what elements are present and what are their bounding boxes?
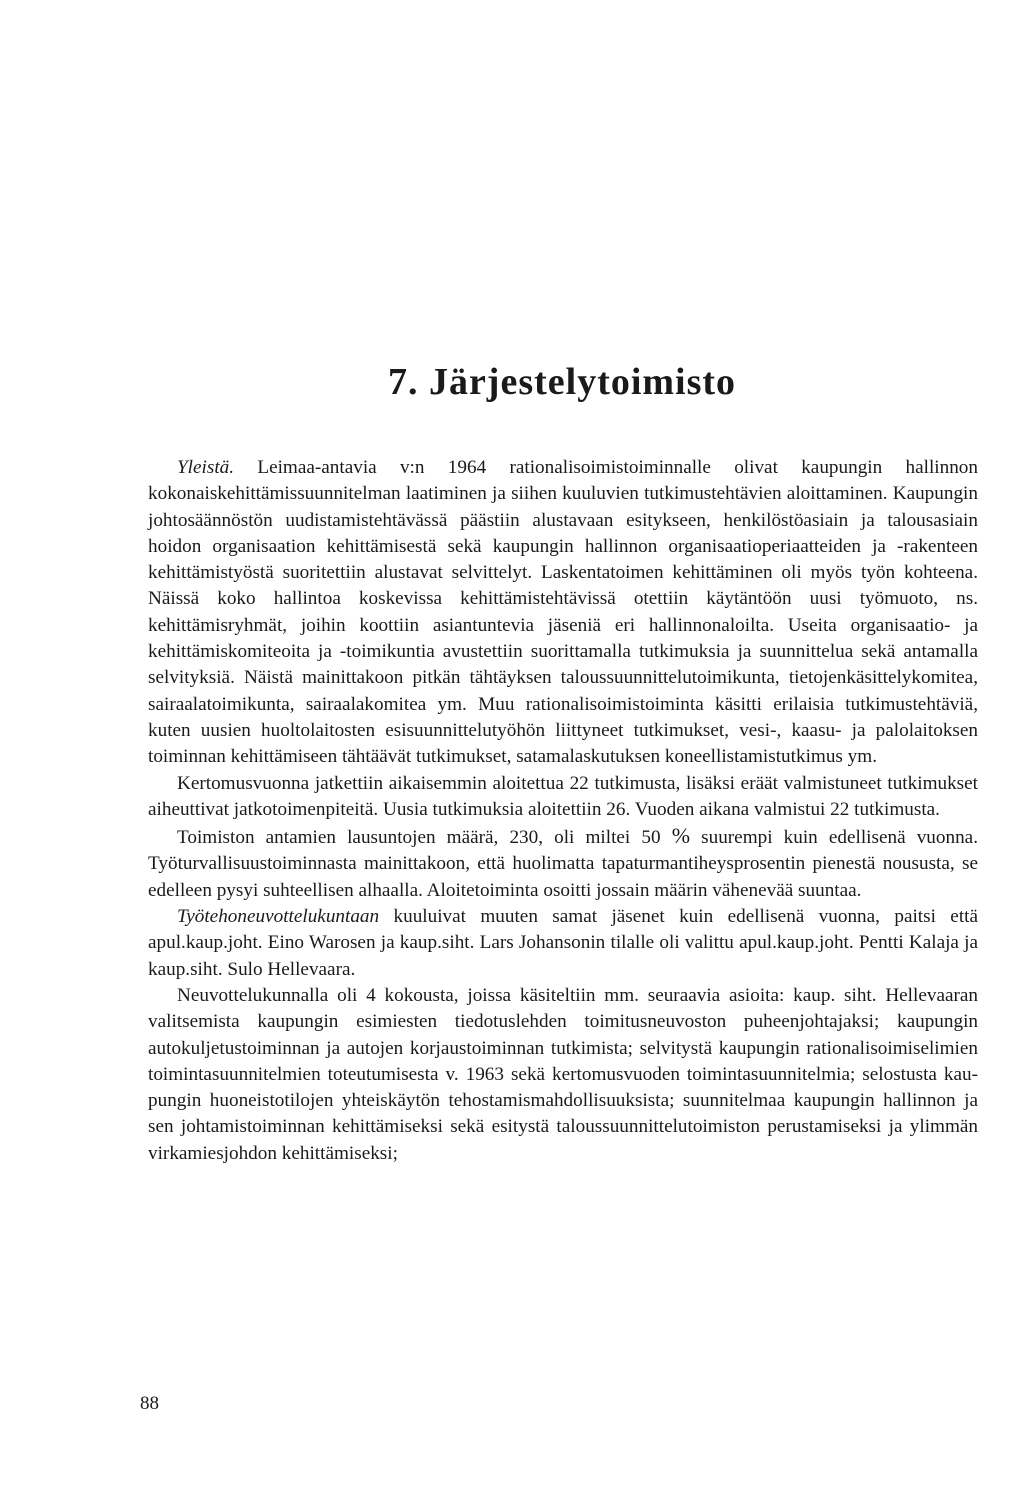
paragraph-lead-committee: Työtehoneuvottelukuntaan <box>177 906 380 928</box>
paragraph-general <box>148 455 978 771</box>
paragraph-statements <box>148 823 978 904</box>
paragraph-committee <box>148 904 978 983</box>
body-text <box>148 455 978 1167</box>
paragraph-text-committee: kuuluivat muuten samat jäsenet kuin edellisenä vuonna, paitsi että apul.kaup.joht. Eino Warosen ja kaup.siht. Lars Johansonin tilalle oli valittu apul.kaup.joht. Pentti Kalaja ja kaup.siht. Sulo Hellevaara. <box>148 906 978 980</box>
paragraph-text-studies: Kertomusvuonna jatkettiin aikaisemmin aloitettua 22 tutkimusta, lisäksi eräät valmistuneet tutkimukset aiheuttivat jatkotoimenpiteitä. Uusia tutkimuksia aloitettiin 26. Vuoden aikana valmistui 22 tutkimusta. <box>148 772 978 820</box>
paragraph-meetings <box>148 983 978 1167</box>
chapter-title: 7. Järjestelytoimisto <box>387 361 737 403</box>
percent-sign: % <box>671 823 691 849</box>
paragraph-lead-general: Yleistä. <box>177 457 235 478</box>
paragraph-text-meetings: Neuvottelukunnalla oli 4 kokousta, joissa käsiteltiin mm. seuraavia asioita: kaup. siht. Hellevaaran valitsemista kaupungin esimiesten tiedotuslehden toimitusneuvoston puheenjohtajaksi; kaupungin autokuljetustoiminnan ja autojen korjaustoiminnan tutkimista; selvitystä kaupungin rationalisoimiselimien toimintasuunnitelmien toteutumisesta v. 1963 sekä kertomusvuoden toimintasuunnitelmia; selostusta kaupungin huoneistotilojen yhteiskäytön tehostamismahdollisuuksista; suunnitelmaa kaupungin hallinnon ja sen johtamistoiminnan kehittämiseksi sekä esitystä taloussuunnittelutoimiston perustamiseksi ja ylimmän virkamiesjohdon kehittämiseksi; <box>148 984 978 1164</box>
paragraph-text-statements-b: suurempi kuin edellisenä vuonna. Työturvallisuustoiminnasta mainittakoon, että huolimatta tapaturmantiheysprosentin pienestä noususta, se edelleen pysyi suhteellisen alhaalla. Aloitetoiminta osoitti jossain määrin vähenevää suuntaa. <box>148 827 978 901</box>
paragraph-text-statements-a: Toimiston antamien lausuntojen määrä, 230, oli miltei 50 <box>177 827 672 849</box>
paragraph-text-general: Leimaa-antavia v:n 1964 rationalisoimistoiminnalle olivat kaupungin hallinnon kokonaiskehittämissuunnitelman laatiminen ja siihen kuuluvien tutkimustehtävien aloittaminen. Kaupungin johtosäännöstön uudistamistehtävässä päästiin alustavaan esitykseen, henkilöstöasiain ja talousasiain hoidon organisaation kehittämisestä sekä kaupungin hallinnon organisaatioperiaatteiden ja -rakenteen kehittämistyöstä suoritettiin alustavat selvittelyt. Laskentatoimen kehittäminen oli myös työn kohteena. Näissä koko hallintoa koskevissa kehittämistehtävissä otettiin käytäntöön uusi työmuoto, ns. kehittämisryhmät, joihin koottiin asiantuntevia jäseniä eri hallinnonaloilta. Useita organisaatio- ja kehittämiskomiteoita ja -toimikuntia avustettiin suorittamalla tutkimuksia ja suunnittelua sekä antamalla selvityksiä. Näistä mainittakoon pitkän tähtäyksen taloussuunnittelutoimikunta, tietojenkäsittelykomitea, sairaalatoimikunta, sairaalakomitea ym. Muu rationalisoimistoiminta käsitti erilaisia tutkimustehtäviä, kuten uusien huoltolaitosten esisuunnittelutyöhön liittyneet tutkimukset, vesi-, kaasu- ja palolaitoksen toiminnan kehittämiseen tähtäävät tutkimukset, satamalaskutuksen koneellistamistutkimus ym. <box>148 457 978 768</box>
page-number: 88 <box>140 1393 159 1414</box>
paragraph-studies <box>148 771 978 824</box>
